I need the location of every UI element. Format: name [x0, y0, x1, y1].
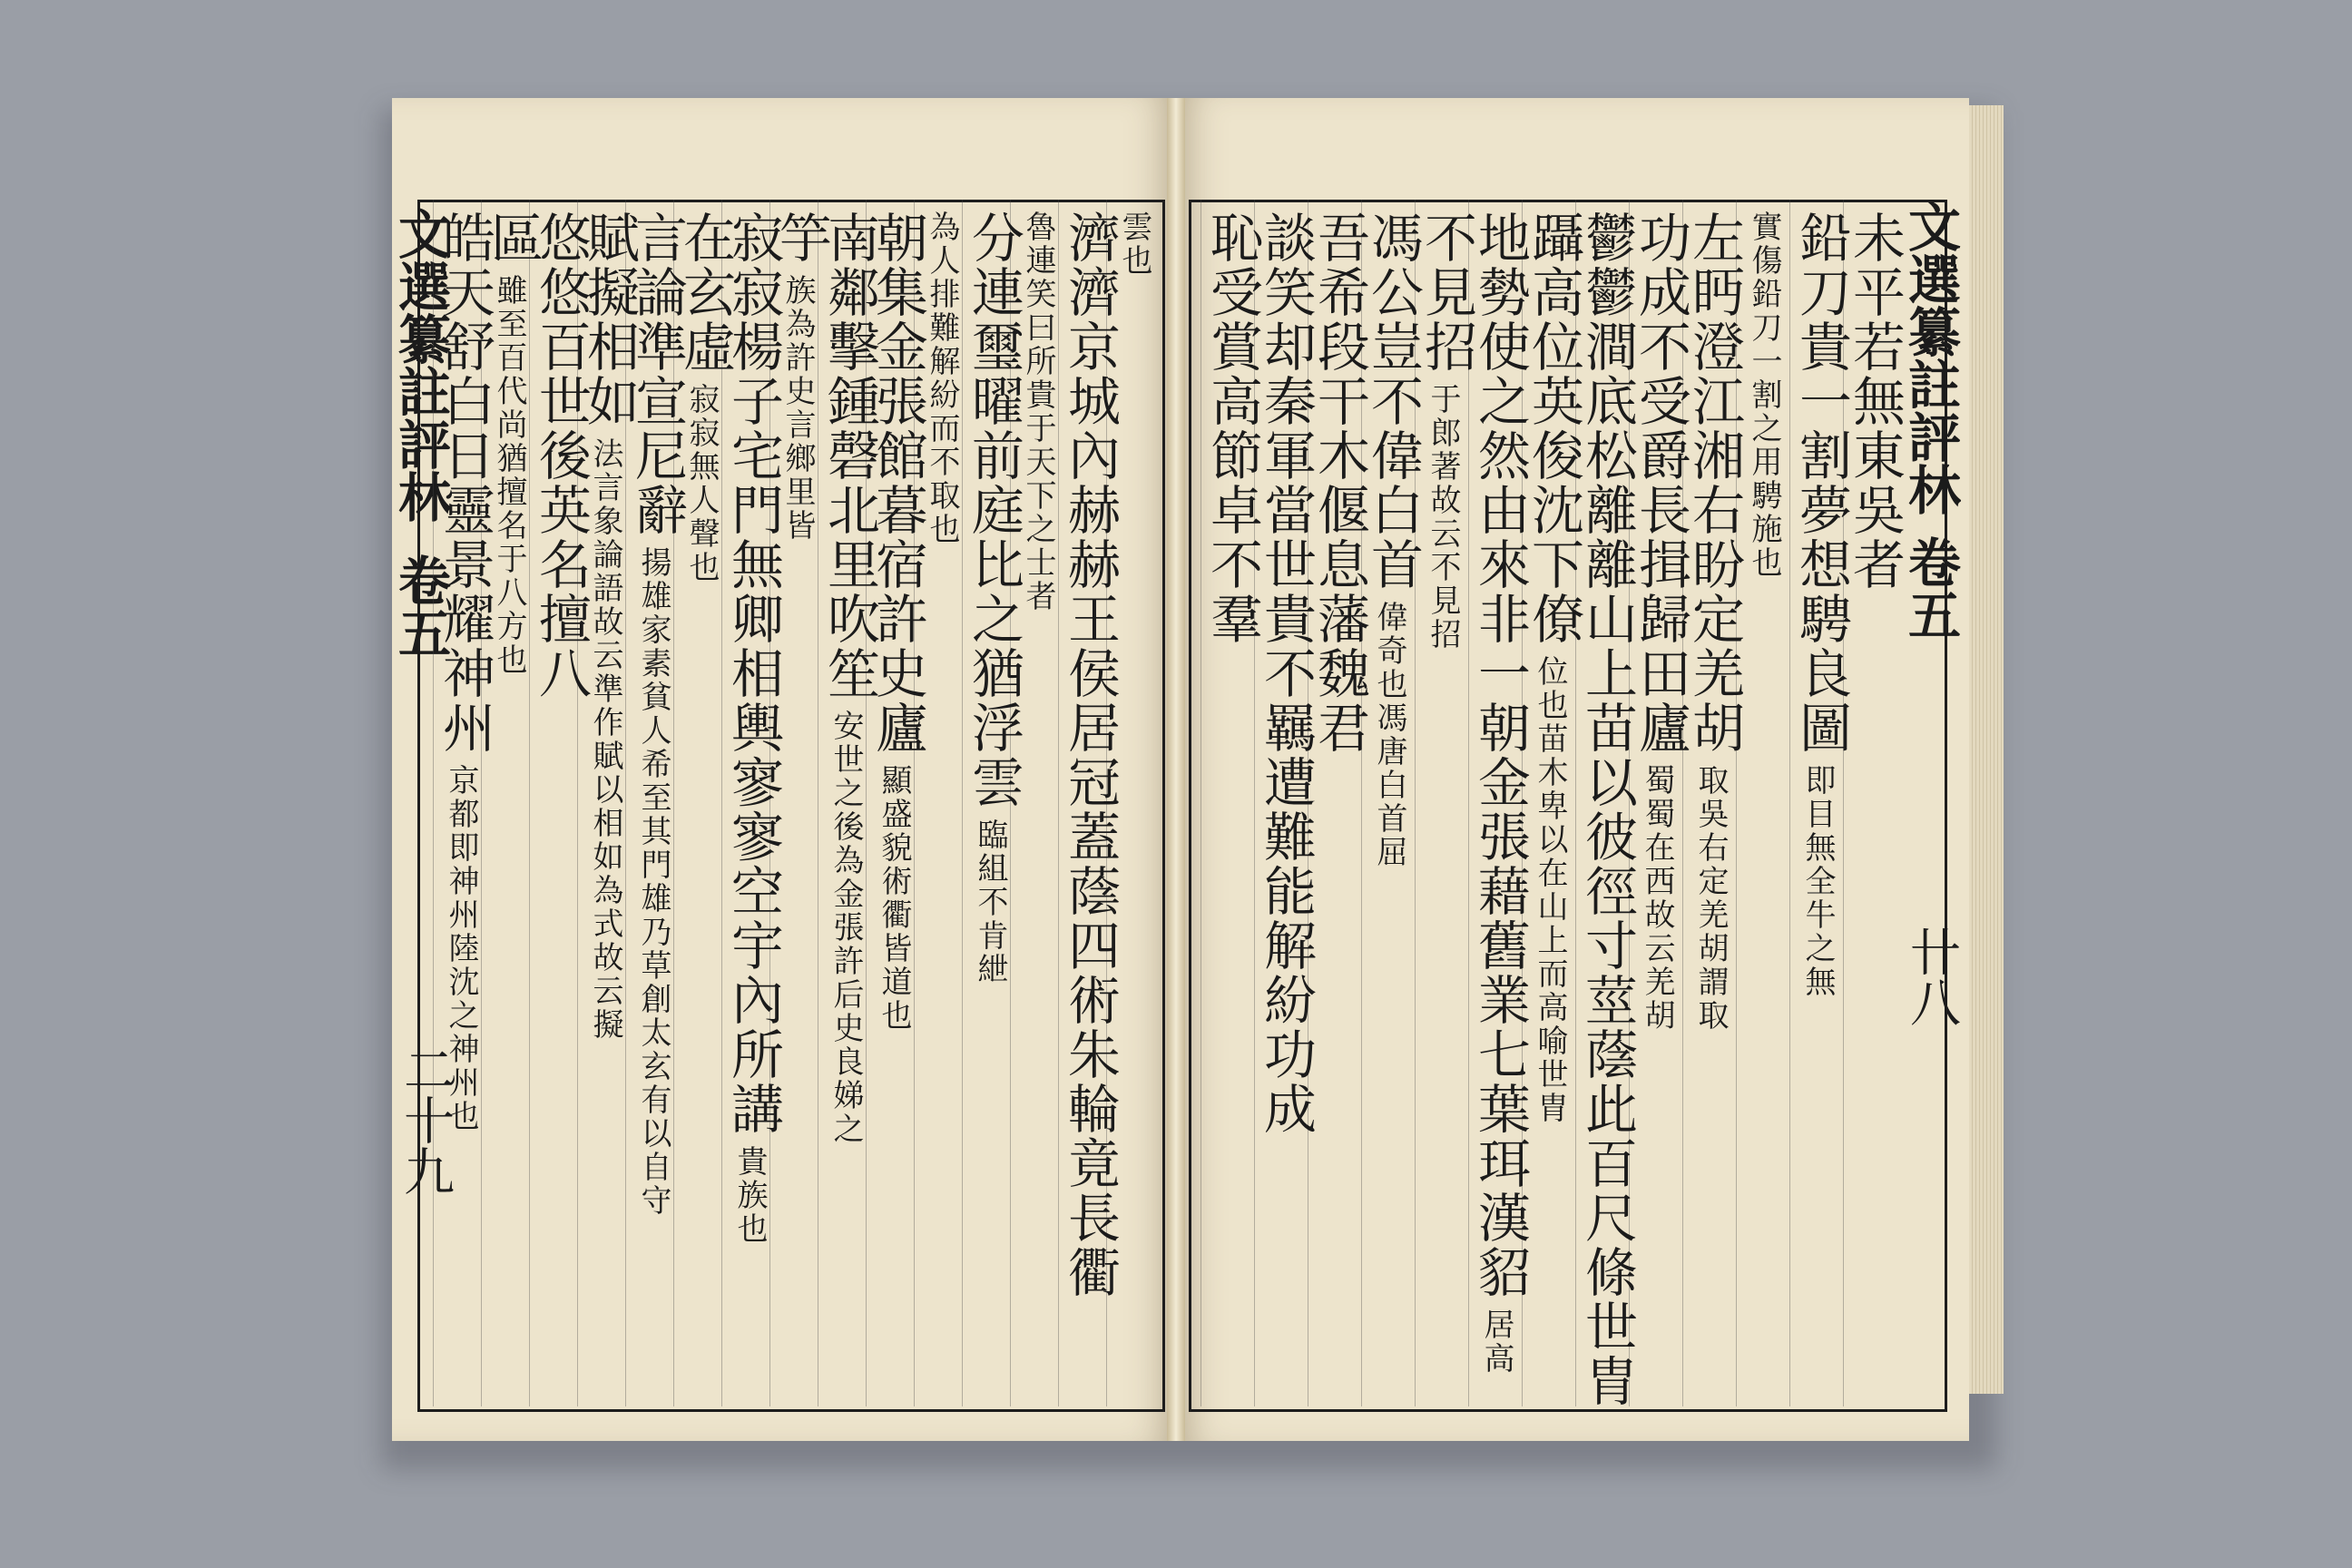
left_page-note-text: 法言象論語故云準作賦以相如為式故云擬 [587, 437, 623, 1042]
right_page-note-text: 于郎著故云不見招 [1425, 383, 1461, 652]
left_page-note-text: 京都即神州陸沈之神州也 [443, 764, 479, 1133]
right_page-main-text: 未平若無東吳者 [1844, 211, 1906, 592]
right_page-main-text: 不見招 [1416, 211, 1477, 374]
right_page-note-text: 居高 [1478, 1308, 1514, 1376]
left_page-note-text: 魯連笑曰所貴于天下之士者 [1020, 211, 1056, 613]
left_page-note-text: 雖至百代尚猶擅名于八方也 [491, 274, 527, 677]
right_page-main-text: 躡高位英俊沈下僚 [1523, 211, 1584, 646]
page-edges [1969, 105, 2004, 1394]
left-title: 文選纂註評林 [389, 207, 451, 523]
left_page-note-text: 貴族也 [731, 1145, 768, 1246]
left-folio: 二十九 [396, 1044, 455, 1196]
right_page-note-text: 蜀蜀在西故云羌胡 [1639, 764, 1675, 1033]
right_page-main-text: 恥受賞高節卓不羣 [1201, 211, 1263, 646]
right_page-main-text: 地勢使之然由來非一朝金張藉舊業七葉珥漢貂 [1469, 211, 1531, 1299]
right-volume: 卷五 [1899, 535, 1961, 641]
left_page-main-text: 竽 [770, 211, 832, 265]
left_page-main-text: 言論準宣尼辭 [626, 211, 688, 537]
right_page-note-text: 實傷鉛刀一割之用騁施也 [1746, 211, 1782, 580]
left_page-note-text: 安世之後為金張許后史良娣之 [828, 710, 864, 1146]
left_page-note-text: 族為許史言鄉里皆 [779, 274, 816, 543]
left_page-main-text: 區 [482, 211, 544, 265]
left_page-note-text: 顯盛貌術衢皆道也 [876, 764, 912, 1033]
right_page-main-text: 功成不受爵長揖歸田廬 [1630, 211, 1691, 755]
right_page-main-text: 馮公豈不偉白首 [1362, 211, 1424, 592]
right-folio: 卄八 [1902, 926, 1961, 1027]
left_page-note-text: 雲也 [1116, 211, 1152, 278]
left_page-note-text: 臨組不肯紲 [972, 818, 1008, 986]
right_page-main-text: 吾希段干木偃息藩魏君 [1308, 211, 1370, 755]
book-gutter [1167, 98, 1185, 1441]
right_page-note-text: 偉奇也馮唐白首屈 [1371, 601, 1407, 869]
right_page-main-text: 左眄澄江湘右盼定羌胡 [1683, 211, 1745, 755]
right-title: 文選纂註評林 [1899, 200, 1961, 515]
right_page-note-text: 位也苗木卑以在山上而高喻世胄 [1532, 655, 1568, 1125]
left_page-main-text: 朝集金張館暮宿許史廬 [867, 211, 928, 755]
left_page-main-text: 濟濟京城內赫赫王侯居冠蓋蔭四術朱輪竟長衢 [1059, 211, 1121, 1299]
left_page-note-text: 揚雄家素貧人希至其門雄乃草創太玄有以自守 [635, 546, 671, 1218]
left_page-main-text: 賦擬相如 [578, 211, 640, 428]
right_page-main-text: 鉛刀貴一割夢想騁良圖 [1790, 211, 1852, 755]
left_page-main-text: 悠悠百世後英名擅八 [530, 211, 592, 701]
left_page-note-text: 為人排難解紛而不取也 [924, 211, 960, 546]
left_page-main-text: 在玄虛 [674, 211, 736, 374]
left_page-main-text: 皓天舒白日靈景耀神州 [434, 211, 495, 755]
right_page-main-text: 談笑却秦軍當世貴不羈遭難能解紛功成 [1255, 211, 1317, 1136]
left-volume: 卷五 [389, 554, 451, 659]
right_page-note-text: 即目無全牛之無 [1799, 764, 1836, 999]
left_page-main-text: 分連璽曜前庭比之猶浮雲 [963, 211, 1024, 809]
left_page-main-text: 寂寂楊子宅門無卿相輿寥寥空宇內所講 [722, 211, 784, 1136]
left_page-main-text: 南鄰擊鍾磬北里吹笙 [818, 211, 880, 701]
left_page-note-text: 寂寂無人聲也 [683, 383, 720, 584]
right_page-note-text: 取吳右定羌胡謂取 [1692, 764, 1729, 1033]
right_page-main-text: 鬱鬱澗底松離離山上苗以彼徑寸莖蔭此百尺條世胄 [1576, 211, 1638, 1408]
